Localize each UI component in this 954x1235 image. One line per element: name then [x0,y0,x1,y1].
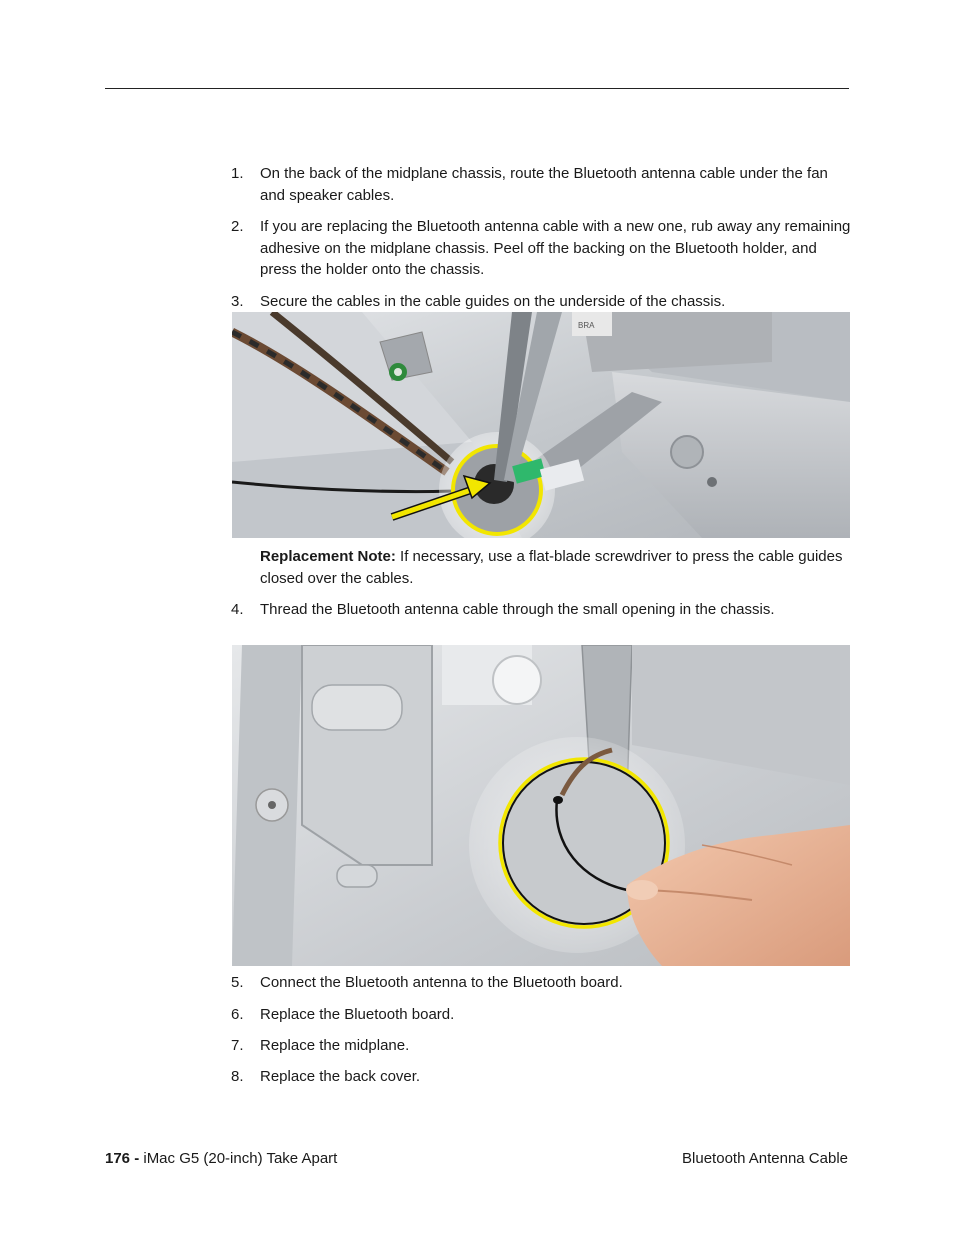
doc-title: iMac G5 (20-inch) Take Apart [143,1150,338,1167]
step-text: Connect the Bluetooth antenna to the Bluetooth board. [260,974,623,991]
step-4 [231,599,851,621]
step-text: Replace the back cover. [260,1068,421,1085]
step-number: 4. [231,601,244,618]
step-text: Thread the Bluetooth antenna cable through the small opening in the chassis. [260,601,775,618]
step-number: 5. [231,974,244,991]
step-text: Secure the cables in the cable guides on the underside of the chassis. [260,293,726,310]
step-number: 6. [231,1006,244,1023]
step-6 [231,1004,851,1026]
replacement-note [260,546,850,589]
step-number: 2. [231,218,244,235]
step-number: 1. [231,165,244,182]
step-5 [231,972,851,994]
header-rule [105,88,849,89]
step-number: 8. [231,1068,244,1085]
step-text: Replace the midplane. [260,1037,410,1054]
step-text: If you are replacing the Bluetooth antenna cable with a new one, rub away any remaining adhesive on the midplane chassis. Peel off the backing on the Bluetooth holder, and press the holder onto the chassis. [260,218,851,278]
page-number: 176 - [105,1150,144,1167]
step-number: 3. [231,293,244,310]
step-number: 7. [231,1037,244,1054]
note-text: If necessary, use a flat-blade screwdriver to press the cable guides closed over the cables. [260,548,843,587]
label-fragment: BRA [578,321,595,330]
step-text: On the back of the midplane chassis, route the Bluetooth antenna cable under the fan and speaker cables. [260,165,828,204]
step-3 [231,291,851,313]
step-7 [231,1035,851,1057]
step-2 [231,216,851,281]
antenna-threading-photo [232,645,850,966]
cable-guide-photo [232,312,850,538]
footer-section-title: Bluetooth Antenna Cable [682,1150,848,1167]
step-8 [231,1066,851,1088]
step-text: Replace the Bluetooth board. [260,1006,455,1023]
footer-left [105,1150,337,1167]
note-label: Replacement Note: [260,548,396,565]
step-1 [231,163,851,206]
